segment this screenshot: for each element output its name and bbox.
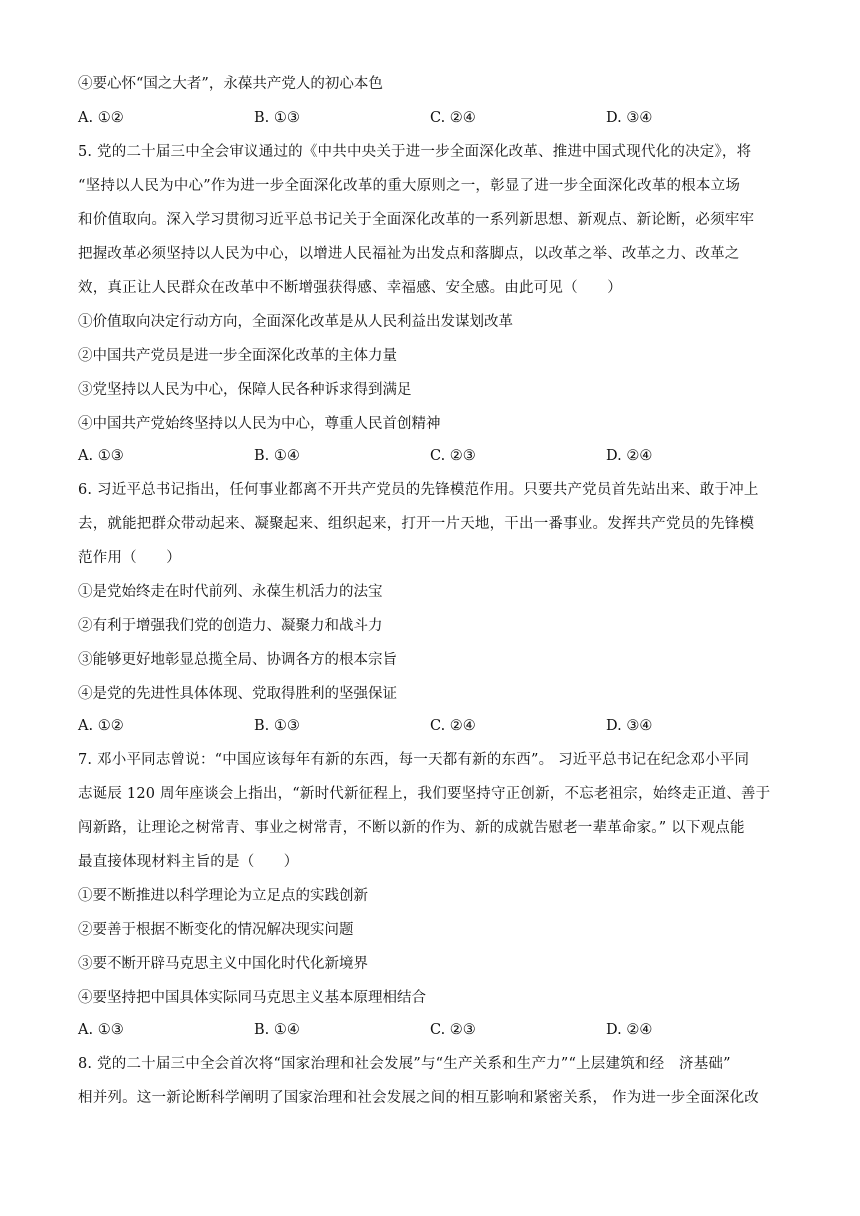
- q8-stem-line-2: 相并列。这一新论断科学阐明了国家治理和社会发展之间的相互影响和紧密关系， 作为进一步全面深化改: [78, 1090, 760, 1106]
- q5-statement-4: ④中国共产党始终坚持以人民为中心，尊重人民首创精神: [78, 416, 441, 432]
- q7-statement-2: ②要善于根据不断变化的情况解决现实问题: [78, 922, 354, 938]
- q4-statement-4: ④要心怀“国之大者”，永葆共产党人的初心本色: [78, 76, 383, 92]
- q5-stem-line-3: 和价值取向。深入学习贯彻习近平总书记关于全面深化改革的一系列新思想、新观点、新论断，必须牢牢: [78, 212, 755, 228]
- q6-option-d: D. ③④: [606, 718, 653, 734]
- q7-statement-3: ③要不断开辟马克思主义中国化时代化新境界: [78, 956, 368, 972]
- q6-stem-line-3: 范作用（ ）: [78, 550, 181, 566]
- q4-option-b: B. ①③: [254, 110, 300, 126]
- q7-stem-line-4: 最直接体现材料主旨的是（ ）: [78, 854, 299, 870]
- q7-option-b: B. ①④: [254, 1022, 300, 1038]
- q5-option-c: C. ②③: [430, 448, 476, 464]
- q6-statement-4: ④是党的先进性具体体现、党取得胜利的坚强保证: [78, 686, 397, 702]
- q6-option-a: A. ①②: [78, 718, 124, 734]
- q6-statement-3: ③能够更好地彰显总揽全局、协调各方的根本宗旨: [78, 652, 397, 668]
- q7-statement-4: ④要坚持把中国具体实际同马克思主义基本原理相结合: [78, 990, 426, 1006]
- q5-stem-line-4: 把握改革必须坚持以人民为中心，以增进人民福祉为出发点和落脚点，以改革之举、改革之力、改革之: [78, 246, 740, 262]
- q5-stem-line-2: “坚持以人民为中心”作为进一步全面深化改革的重大原则之一，彰显了进一步全面深化改革的根本立场: [78, 178, 741, 194]
- q5-option-a: A. ①③: [78, 448, 124, 464]
- q5-option-b: B. ①④: [254, 448, 300, 464]
- q4-option-a: A. ①②: [78, 110, 124, 126]
- q5-stem-line-1: 5. 党的二十届三中全会审议通过的《中共中央关于进一步全面深化改革、推进中国式现代化的决定》，将: [78, 144, 752, 160]
- q7-stem-line-1: 7. 邓小平同志曾说：“中国应该每年有新的东西，每一天都有新的东西”。 习近平总书记在纪念邓小平同: [78, 752, 750, 768]
- q6-stem-line-2: 去，就能把群众带动起来、凝聚起来、组织起来，打开一片天地，干出一番事业。发挥共产党员的先锋模: [78, 516, 755, 532]
- q6-statement-2: ②有利于增强我们党的创造力、凝聚力和战斗力: [78, 618, 383, 634]
- q7-statement-1: ①要不断推进以科学理论为立足点的实践创新: [78, 888, 368, 904]
- q4-option-d: D. ③④: [606, 110, 653, 126]
- q4-option-c: C. ②④: [430, 110, 476, 126]
- q5-statement-2: ②中国共产党员是进一步全面深化改革的主体力量: [78, 348, 397, 364]
- q7-option-c: C. ②③: [430, 1022, 476, 1038]
- q7-option-a: A. ①③: [78, 1022, 124, 1038]
- q5-statement-1: ①价值取向决定行动方向，全面深化改革是从人民利益出发谋划改革: [78, 314, 513, 330]
- q7-option-d: D. ②④: [606, 1022, 653, 1038]
- q7-stem-line-2: 志诞辰 120 周年座谈会上指出，“新时代新征程上，我们要坚持守正创新，不忘老祖宗，始终走正道、善于: [78, 786, 771, 802]
- q8-stem-line-1: 8. 党的二十届三中全会首次将“国家治理和社会发展”与“生产关系和生产力”“上层建筑和经 济基础”: [78, 1056, 731, 1072]
- q5-option-d: D. ②④: [606, 448, 653, 464]
- q6-statement-1: ①是党始终走在时代前列、永葆生机活力的法宝: [78, 584, 383, 600]
- q6-option-c: C. ②④: [430, 718, 476, 734]
- q7-stem-line-3: 闯新路，让理论之树常青、事业之树常青，不断以新的作为、新的成就告慰老一辈革命家。” 以下观点能: [78, 820, 745, 836]
- q5-statement-3: ③党坚持以人民为中心，保障人民各种诉求得到满足: [78, 382, 412, 398]
- q6-option-b: B. ①③: [254, 718, 300, 734]
- q5-stem-line-5: 效，真正让人民群众在改革中不断增强获得感、幸福感、安全感。由此可见（ ）: [78, 280, 622, 296]
- q6-stem-line-1: 6. 习近平总书记指出，任何事业都离不开共产党员的先锋模范作用。只要共产党员首先站出来、敢于冲上: [78, 482, 759, 498]
